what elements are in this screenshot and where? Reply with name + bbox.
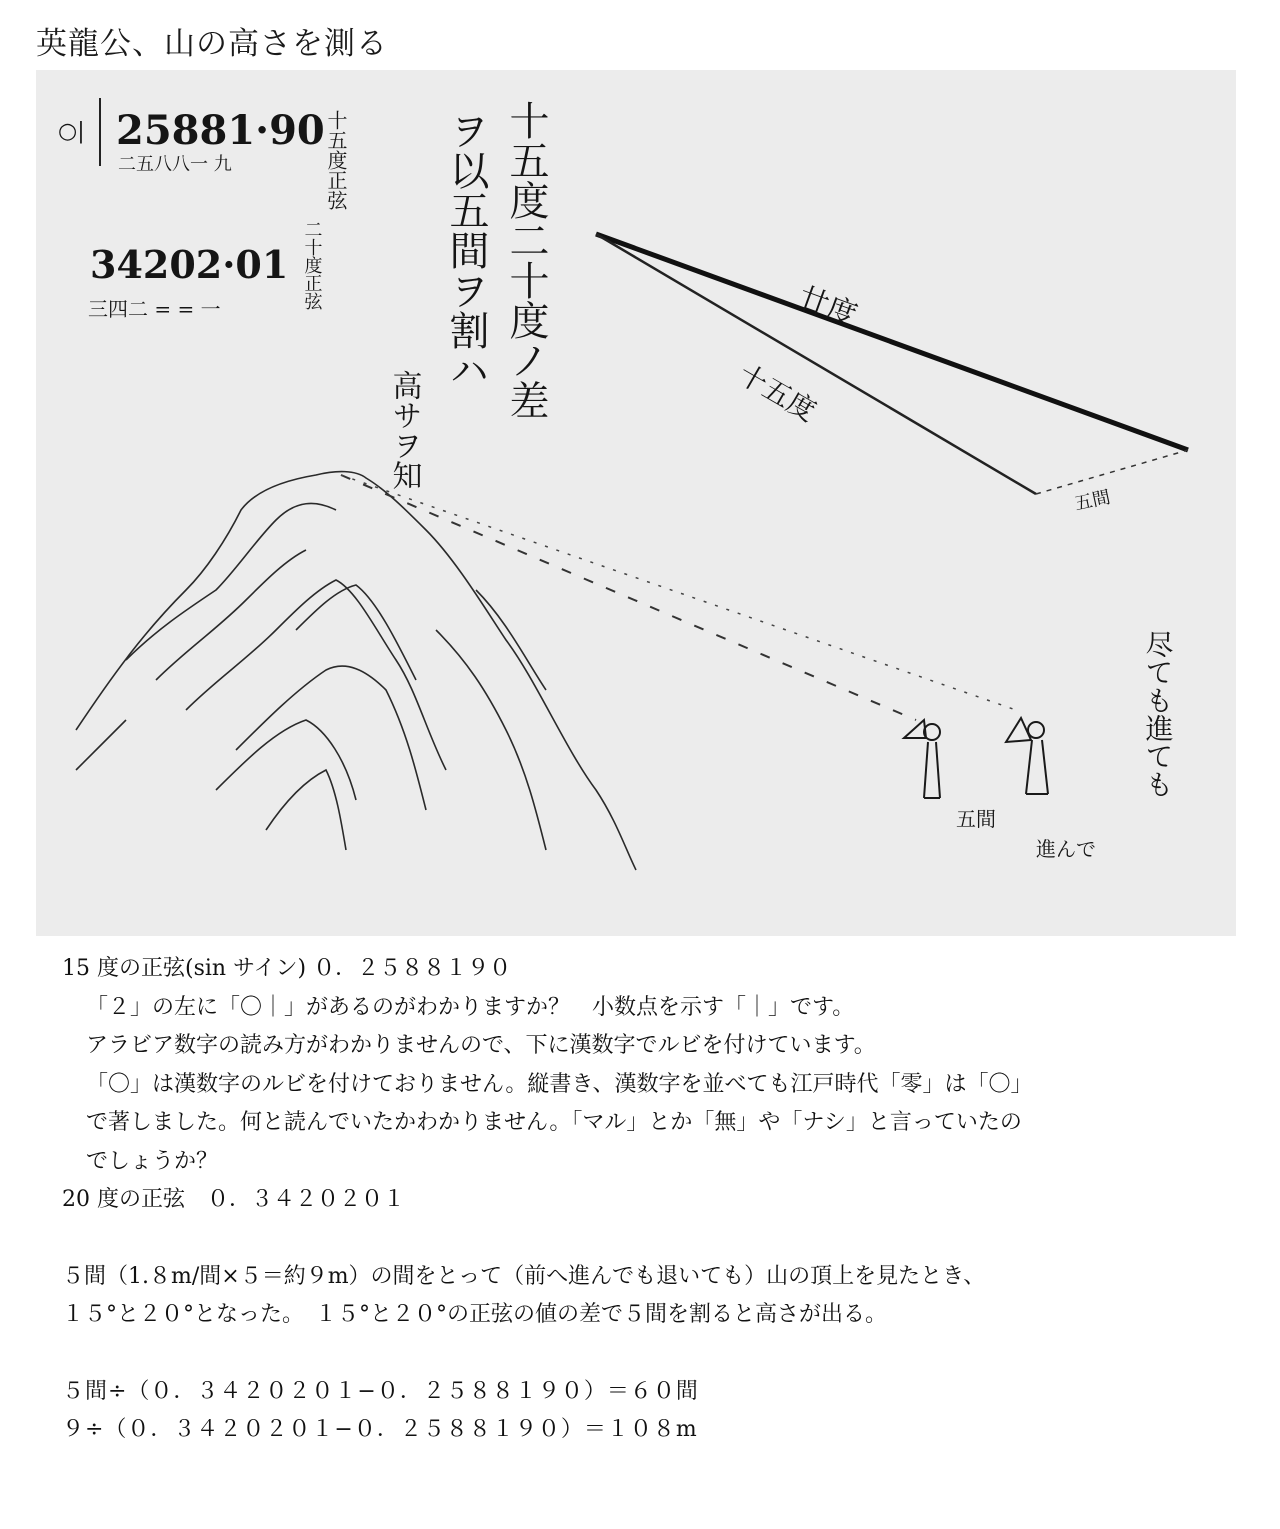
spacer <box>62 1335 1252 1373</box>
zero-note-1: 「〇」は漢数字のルビを付けておりません。縦書き、漢数字を並べても江戸時代「零」は「〇」 <box>86 1071 1033 1097</box>
sine20-line: 20 度の正弦 ０．３４２０２０１ <box>62 1187 405 1212</box>
triangle-label-lower: 十五度 <box>732 357 822 429</box>
page-title: 英龍公、山の高さを測る <box>36 26 388 62</box>
label-20-sine: 二十度正弦 <box>301 220 323 310</box>
method-line-2: １５°と２０°となった。 １５°と２０°の正弦の値の差で５間を割ると高さが出る。 <box>62 1302 888 1327</box>
figure-label-advance: 尽ても進ても <box>1141 630 1175 798</box>
decimal-note: 「２」の左に「〇｜」があるのがわかりますか？ 小数点を示す「｜」です。 <box>86 994 855 1020</box>
label-15-sine: 十五度正弦 <box>324 110 348 210</box>
sine15-arabic: 25881·90 <box>116 107 325 154</box>
circle-mark: ○| <box>58 119 85 144</box>
triangle-label-base: 五間 <box>1072 486 1113 515</box>
figure-label-distance-b: 進んで <box>1036 837 1096 861</box>
manuscript-drawing <box>36 70 1236 936</box>
calc-meters: ９÷（０．３４２０２０１−０．２５８８１９０）＝１０８m <box>62 1417 698 1442</box>
spacer <box>62 1220 1252 1258</box>
sine15-kanji: 二五八八一 九 <box>118 154 232 175</box>
vertical-note-col-1: 十五度二十度ノ差 <box>503 100 549 420</box>
figure-label-distance-a: 五間 <box>956 807 996 831</box>
vertical-note-col-3: 高サヲ知 <box>386 370 422 490</box>
ruby-note: アラビア数字の読み方がわかりませんので、下に漢数字でルビを付けています。 <box>86 1033 876 1058</box>
zero-note-3: でしょうか？ <box>86 1148 219 1174</box>
explanation-text <box>62 950 1252 1450</box>
method-line-1: ５間（1.８m/間×５＝約９m）の間をとって（前へ進んでも退いても）山の頂上を見たとき、 <box>62 1263 986 1289</box>
manuscript-figure <box>36 70 1236 936</box>
sine20-kanji: 三四二 = = 一 <box>88 297 221 321</box>
paper-background <box>36 70 1236 936</box>
sine15-line: 15 度の正弦(sin サイン) ０．２５８８１９０ <box>62 956 512 981</box>
calc-ken: ５間÷（０．３４２０２０１−０．２５８８１９０）＝６０間 <box>62 1378 699 1404</box>
triangle-label-upper: 廿度 <box>793 280 862 335</box>
zero-note-2: で著しました。何と読んでいたかわかりません。「マル」とか「無」や「ナシ」と言っていたの <box>86 1110 1022 1135</box>
sine20-arabic: 34202·01 <box>90 242 289 287</box>
vertical-note-col-2: ヲ以五間ヲ割ハ <box>443 110 489 390</box>
